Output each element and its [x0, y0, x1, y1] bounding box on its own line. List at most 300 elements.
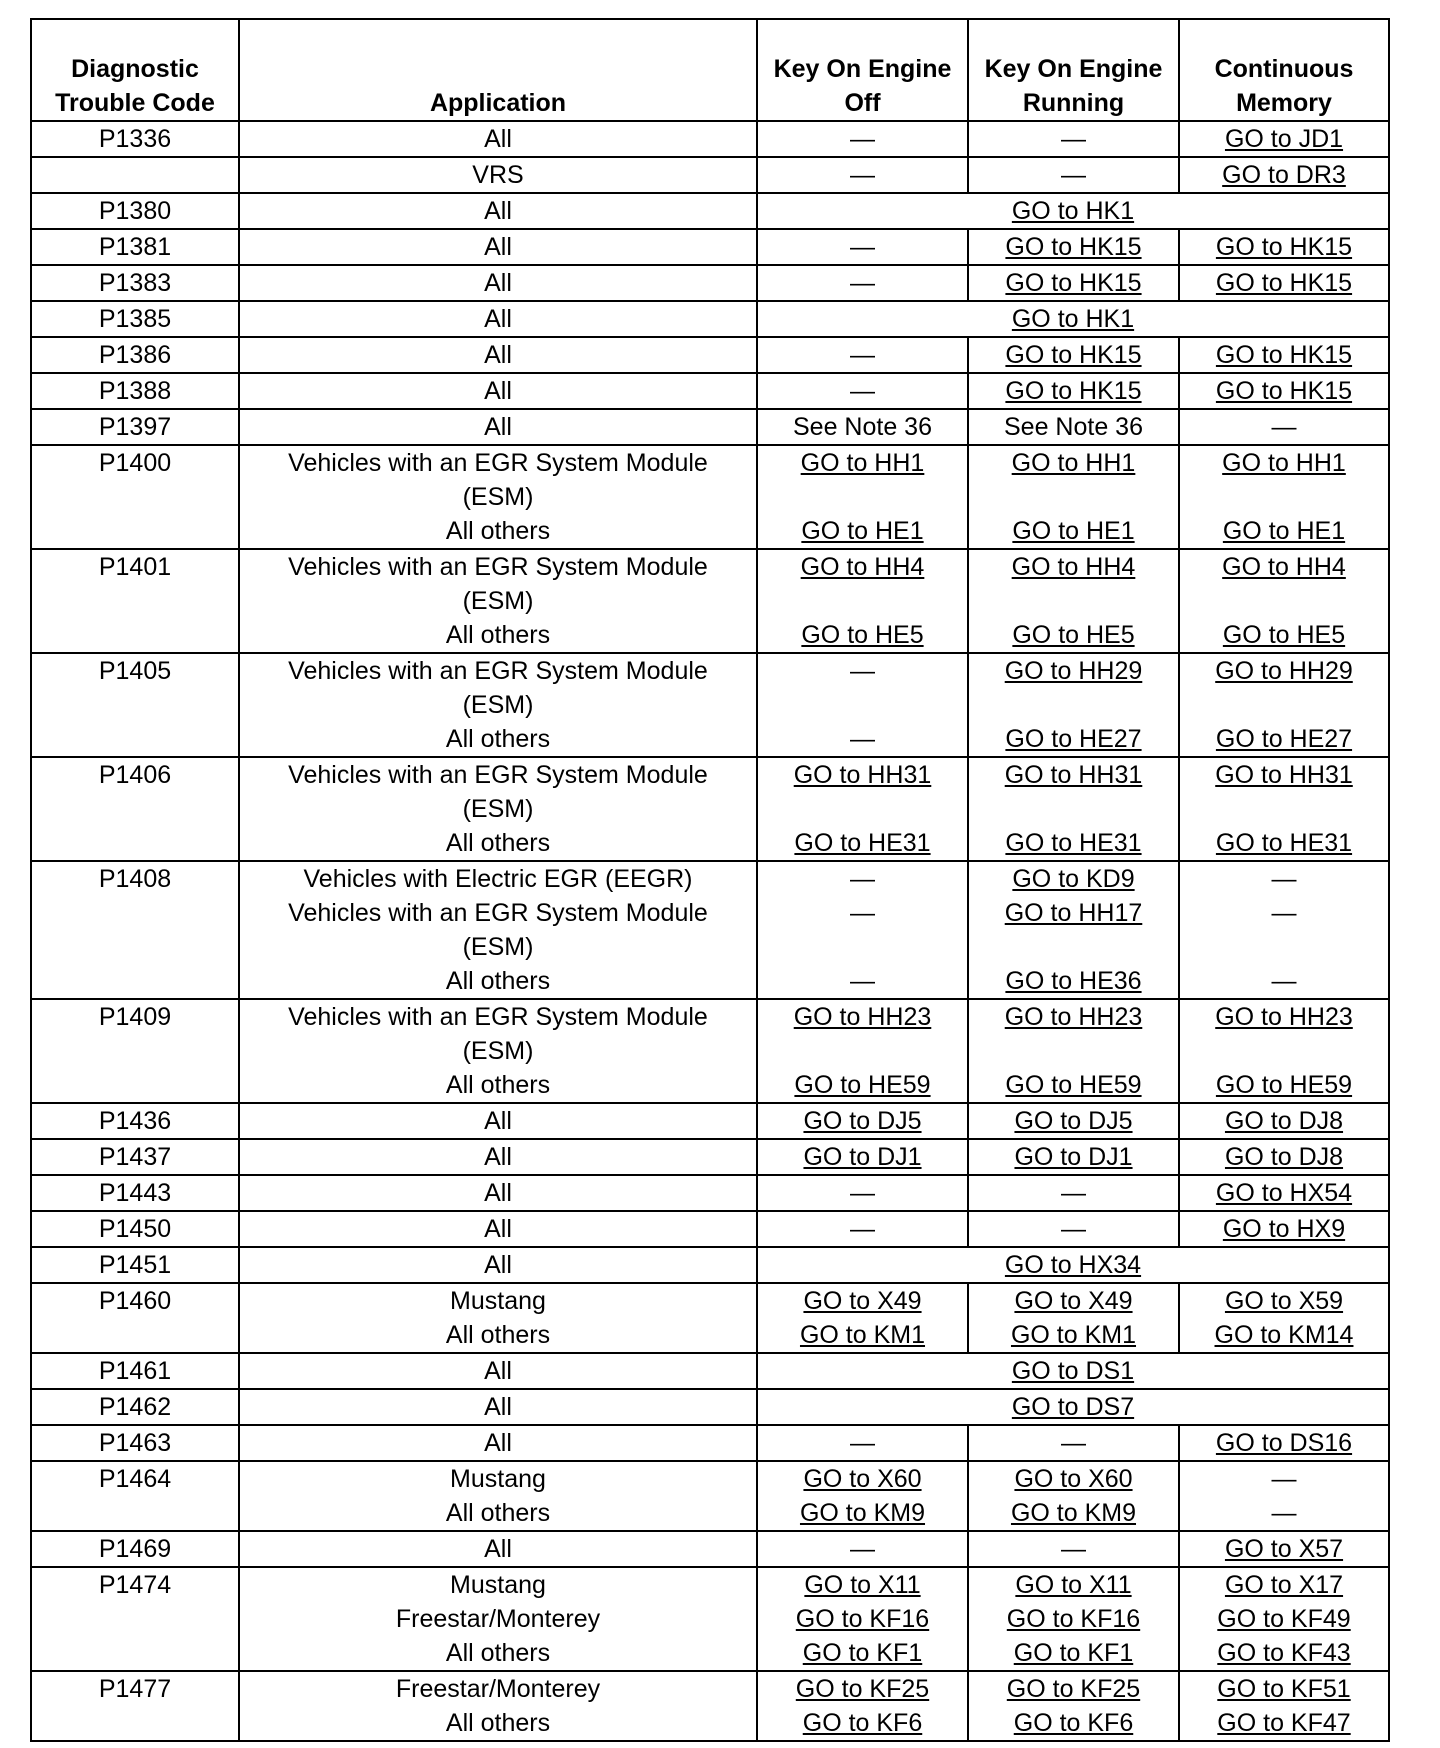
application-text: VRS — [472, 161, 524, 189]
go-to-link[interactable]: GO to X49 — [803, 1287, 922, 1315]
koer-cell — [968, 121, 1179, 157]
koeo-cell — [757, 157, 968, 193]
merged-action-cell — [757, 1353, 1389, 1389]
continuous-memory-cell — [1179, 1671, 1389, 1741]
merged-action-cell — [757, 1389, 1389, 1425]
dtc-code — [31, 1671, 239, 1741]
continuous-memory-cell — [1179, 1461, 1389, 1531]
application-text: Vehicles with Electric EGR (EEGR) — [303, 865, 693, 893]
go-to-link[interactable]: GO to X60 — [803, 1465, 922, 1493]
go-to-link[interactable]: GO to HE31 — [1215, 829, 1353, 857]
merged-action-cell — [757, 1247, 1389, 1283]
table-row — [31, 1425, 1389, 1461]
go-to-link[interactable]: GO to DS1 — [1011, 1357, 1135, 1385]
go-to-link[interactable]: GO to DJ8 — [1224, 1143, 1344, 1171]
application-text: All others — [445, 829, 551, 857]
go-to-link[interactable]: GO to KM14 — [1214, 1321, 1354, 1349]
dtc-code-text: P1462 — [98, 1393, 172, 1421]
application-text: All — [484, 305, 512, 333]
go-to-link[interactable]: GO to HH1 — [1011, 449, 1136, 477]
go-to-link[interactable]: GO to KF43 — [1217, 1639, 1351, 1667]
dtc-code — [31, 445, 239, 549]
go-to-link[interactable]: GO to HE1 — [1222, 517, 1346, 545]
go-to-link[interactable]: GO to HE1 — [1012, 517, 1135, 545]
koer-cell — [968, 373, 1179, 409]
go-to-link[interactable]: GO to KF49 — [1217, 1605, 1351, 1633]
dash-placeholder: — — [850, 233, 875, 261]
table-row — [31, 121, 1389, 157]
application-text: All — [484, 1179, 512, 1207]
dtc-code — [31, 193, 239, 229]
empty-line — [760, 1034, 965, 1068]
application-cell — [239, 337, 757, 373]
dtc-code-text: P1437 — [98, 1143, 172, 1171]
go-to-link[interactable]: GO to HK15 — [1005, 341, 1142, 369]
application-cell — [239, 1283, 757, 1353]
table-row — [31, 157, 1389, 193]
koeo-cell — [757, 445, 968, 549]
koeo-cell — [757, 373, 968, 409]
go-to-link[interactable]: GO to KF25 — [795, 1675, 930, 1703]
go-to-link[interactable]: GO to HK1 — [1011, 305, 1135, 333]
empty-line — [760, 584, 965, 618]
koeo-cell — [757, 1461, 968, 1531]
continuous-memory-cell — [1179, 409, 1389, 445]
go-to-link[interactable]: GO to HE59 — [1215, 1071, 1353, 1099]
table-row — [31, 1671, 1389, 1741]
go-to-link[interactable]: GO to HK15 — [1005, 269, 1142, 297]
go-to-link[interactable]: GO to X11 — [804, 1571, 921, 1599]
go-to-link[interactable]: GO to HK1 — [1011, 197, 1135, 225]
empty-line — [1182, 688, 1386, 722]
go-to-link[interactable]: GO to KF51 — [1217, 1675, 1351, 1703]
dtc-code — [31, 1389, 239, 1425]
dtc-code — [31, 999, 239, 1103]
dtc-code-text: P1388 — [98, 377, 172, 405]
dtc-code-text: P1383 — [98, 269, 172, 297]
go-to-link[interactable]: GO to KF25 — [1006, 1675, 1141, 1703]
go-to-link[interactable]: GO to KF47 — [1217, 1709, 1351, 1737]
continuous-memory-cell — [1179, 121, 1389, 157]
go-to-link[interactable]: GO to KF6 — [802, 1709, 923, 1737]
table-row — [31, 1531, 1389, 1567]
go-to-link[interactable]: GO to X49 — [1014, 1287, 1133, 1315]
dtc-code — [31, 1531, 239, 1567]
application-cell — [239, 757, 757, 861]
dash-placeholder: — — [850, 341, 875, 369]
go-to-link[interactable]: GO to HH23 — [1004, 1003, 1143, 1031]
dash-placeholder: — — [1271, 1465, 1297, 1493]
application-cell — [239, 409, 757, 445]
table-row — [31, 301, 1389, 337]
go-to-link[interactable]: GO to HH31 — [1004, 761, 1143, 789]
dtc-code — [31, 1353, 239, 1389]
application-text: Freestar/Monterey — [395, 1605, 601, 1633]
continuous-memory-cell — [1179, 445, 1389, 549]
application-text: All others — [445, 621, 551, 649]
koer-cell — [968, 653, 1179, 757]
go-to-link[interactable]: GO to HK15 — [1215, 377, 1353, 405]
application-text: All — [484, 1107, 512, 1135]
table-row — [31, 445, 1389, 549]
koeo-cell — [757, 757, 968, 861]
continuous-memory-cell — [1179, 1531, 1389, 1567]
dtc-code — [31, 1247, 239, 1283]
application-cell — [239, 1461, 757, 1531]
dash-placeholder: — — [850, 161, 875, 189]
dash-placeholder: — — [1271, 413, 1297, 441]
continuous-memory-cell — [1179, 229, 1389, 265]
header-continuous-memory: Continuous Memory — [1179, 19, 1389, 121]
koer-cell — [968, 337, 1179, 373]
merged-action-cell — [757, 301, 1389, 337]
go-to-link[interactable]: GO to DJ8 — [1224, 1107, 1344, 1135]
table-row — [31, 337, 1389, 373]
application-cell — [239, 861, 757, 999]
dash-placeholder: — — [1271, 865, 1297, 893]
go-to-link[interactable]: GO to HE31 — [794, 829, 931, 857]
table-row — [31, 373, 1389, 409]
dash-placeholder: — — [1061, 1179, 1086, 1207]
application-text: All others — [445, 1321, 551, 1349]
table-row — [31, 1567, 1389, 1671]
application-text: All — [484, 1535, 512, 1563]
continuous-memory-cell — [1179, 999, 1389, 1103]
dash-placeholder: — — [850, 125, 875, 153]
dash-placeholder: — — [850, 657, 875, 685]
table-row — [31, 1353, 1389, 1389]
koer-cell — [968, 1671, 1179, 1741]
koer-cell — [968, 445, 1179, 549]
continuous-memory-cell — [1179, 373, 1389, 409]
table-row — [31, 1103, 1389, 1139]
table-row — [31, 653, 1389, 757]
go-to-link[interactable]: GO to KF16 — [795, 1605, 930, 1633]
dtc-code — [31, 1175, 239, 1211]
dtc-code — [31, 373, 239, 409]
koeo-cell — [757, 1211, 968, 1247]
go-to-link[interactable]: GO to HE5 — [1012, 621, 1135, 649]
dash-placeholder: — — [850, 377, 875, 405]
koeo-cell — [757, 653, 968, 757]
dtc-code-text: P1436 — [98, 1107, 172, 1135]
application-text: All others — [445, 1709, 551, 1737]
application-cell — [239, 157, 757, 193]
application-cell — [239, 1211, 757, 1247]
application-text: Mustang — [450, 1571, 546, 1599]
go-to-link[interactable]: GO to HH31 — [1215, 761, 1353, 789]
dtc-code-text: P1469 — [98, 1535, 172, 1563]
application-text: (ESM) — [462, 587, 534, 615]
application-cell — [239, 999, 757, 1103]
go-to-link[interactable]: GO to DJ1 — [1014, 1143, 1133, 1171]
application-text: (ESM) — [462, 483, 534, 511]
dtc-code-text: P1400 — [98, 449, 172, 477]
dtc-code-text: P1385 — [98, 305, 172, 333]
dtc-body — [31, 121, 1389, 1741]
dtc-code — [31, 337, 239, 373]
go-to-link[interactable]: GO to KF6 — [1013, 1709, 1134, 1737]
go-to-link[interactable]: GO to HH23 — [793, 1003, 932, 1031]
dtc-code-text: P1405 — [98, 657, 172, 685]
koer-cell — [968, 1283, 1179, 1353]
empty-line — [760, 930, 965, 964]
empty-line — [971, 792, 1176, 826]
dtc-code — [31, 265, 239, 301]
dtc-code — [31, 549, 239, 653]
koeo-cell — [757, 409, 968, 445]
koer-cell — [968, 1139, 1179, 1175]
koeo-cell — [757, 1531, 968, 1567]
empty-line — [760, 792, 965, 826]
empty-line — [971, 584, 1176, 618]
go-to-link[interactable]: GO to JD1 — [1224, 125, 1344, 153]
go-to-link[interactable]: GO to HE5 — [801, 621, 924, 649]
koer-cell — [968, 265, 1179, 301]
go-to-link[interactable]: GO to HH23 — [1215, 1003, 1353, 1031]
dtc-code-text: P1461 — [98, 1357, 172, 1385]
go-to-link[interactable]: GO to KD9 — [1012, 865, 1135, 893]
go-to-link[interactable]: GO to HX54 — [1215, 1179, 1353, 1207]
dtc-code-text: P1477 — [98, 1675, 172, 1703]
go-to-link[interactable]: GO to KF16 — [1006, 1605, 1141, 1633]
koeo-cell — [757, 121, 968, 157]
application-text: All — [484, 1357, 512, 1385]
go-to-link[interactable]: GO to X57 — [1224, 1535, 1344, 1563]
dtc-code-text: P1464 — [98, 1465, 172, 1493]
koeo-cell — [757, 549, 968, 653]
application-text: All others — [445, 1499, 551, 1527]
application-text: All — [484, 269, 512, 297]
dtc-code — [31, 1103, 239, 1139]
go-to-link[interactable]: GO to X17 — [1224, 1571, 1344, 1599]
application-cell — [239, 1139, 757, 1175]
koeo-cell — [757, 1283, 968, 1353]
table-row — [31, 999, 1389, 1103]
application-text: Vehicles with an EGR System Module — [288, 899, 708, 927]
koeo-cell — [757, 265, 968, 301]
dtc-code — [31, 861, 239, 999]
dtc-code — [31, 1567, 239, 1671]
dtc-code — [31, 301, 239, 337]
go-to-link[interactable]: GO to HK15 — [1215, 233, 1353, 261]
go-to-link[interactable]: GO to HE36 — [1005, 967, 1142, 995]
merged-action-cell — [757, 193, 1389, 229]
dtc-code — [31, 1461, 239, 1531]
application-text: Vehicles with an EGR System Module — [288, 761, 708, 789]
go-to-link[interactable]: GO to HX34 — [1004, 1251, 1142, 1279]
application-text: All — [484, 233, 512, 261]
table-row — [31, 861, 1389, 999]
dash-placeholder: — — [850, 1429, 875, 1457]
koeo-cell — [757, 861, 968, 999]
continuous-memory-cell — [1179, 1103, 1389, 1139]
go-to-link[interactable]: GO to HK15 — [1215, 341, 1353, 369]
go-to-link[interactable]: GO to HH1 — [1222, 449, 1346, 477]
dash-placeholder: — — [850, 967, 875, 995]
dtc-code — [31, 409, 239, 445]
go-to-link[interactable]: GO to X60 — [1014, 1465, 1133, 1493]
table-row — [31, 193, 1389, 229]
koer-cell — [968, 1461, 1179, 1531]
dash-placeholder: — — [850, 899, 875, 927]
empty-line — [971, 930, 1176, 964]
go-to-link[interactable]: GO to HH4 — [1222, 553, 1346, 581]
application-cell — [239, 549, 757, 653]
go-to-link[interactable]: GO to HE59 — [1005, 1071, 1142, 1099]
dtc-code — [31, 653, 239, 757]
koer-cell — [968, 229, 1179, 265]
empty-line — [760, 480, 965, 514]
koer-cell — [968, 1531, 1179, 1567]
go-to-link[interactable]: GO to HH31 — [793, 761, 932, 789]
application-text: Vehicles with an EGR System Module — [288, 449, 708, 477]
koeo-cell — [757, 1139, 968, 1175]
go-to-link[interactable]: GO to HH4 — [1011, 553, 1136, 581]
table-row — [31, 1139, 1389, 1175]
note-text: See Note 36 — [1004, 413, 1143, 441]
koeo-cell — [757, 229, 968, 265]
go-to-link[interactable]: GO to KF1 — [802, 1639, 923, 1667]
application-cell — [239, 193, 757, 229]
dtc-code-text: P1386 — [98, 341, 172, 369]
dtc-code — [31, 1425, 239, 1461]
go-to-link[interactable]: GO to DS16 — [1215, 1429, 1353, 1457]
dash-placeholder: — — [1061, 125, 1086, 153]
go-to-link[interactable]: GO to KF1 — [1013, 1639, 1134, 1667]
application-text: All — [484, 377, 512, 405]
dtc-code — [31, 757, 239, 861]
application-text: All — [484, 413, 512, 441]
go-to-link[interactable]: GO to HE27 — [1005, 725, 1142, 753]
application-cell — [239, 1671, 757, 1741]
application-text: (ESM) — [462, 933, 534, 961]
dash-placeholder: — — [850, 1179, 875, 1207]
continuous-memory-cell — [1179, 1139, 1389, 1175]
koer-cell — [968, 549, 1179, 653]
dtc-code-text: P1463 — [98, 1429, 172, 1457]
application-cell — [239, 265, 757, 301]
dash-placeholder: — — [1061, 1215, 1086, 1243]
application-text: Freestar/Monterey — [395, 1675, 601, 1703]
table-row — [31, 1211, 1389, 1247]
application-cell — [239, 1425, 757, 1461]
application-cell — [239, 373, 757, 409]
go-to-link[interactable]: GO to DS7 — [1011, 1393, 1135, 1421]
go-to-link[interactable]: GO to HX9 — [1222, 1215, 1346, 1243]
dtc-code — [31, 1139, 239, 1175]
header-koer: Key On Engine Running — [968, 19, 1179, 121]
application-text: Mustang — [450, 1465, 546, 1493]
table-row — [31, 757, 1389, 861]
go-to-link[interactable]: GO to DJ5 — [803, 1107, 922, 1135]
go-to-link[interactable]: GO to KM9 — [1010, 1499, 1137, 1527]
go-to-link[interactable]: GO to KM1 — [799, 1321, 926, 1349]
application-text: (ESM) — [462, 795, 534, 823]
application-text: All — [484, 1251, 512, 1279]
continuous-memory-cell — [1179, 1283, 1389, 1353]
continuous-memory-cell — [1179, 861, 1389, 999]
koeo-cell — [757, 1567, 968, 1671]
application-text: All — [484, 341, 512, 369]
application-cell — [239, 653, 757, 757]
koer-cell — [968, 1103, 1179, 1139]
go-to-link[interactable]: GO to DJ1 — [803, 1143, 922, 1171]
continuous-memory-cell — [1179, 265, 1389, 301]
application-text: All — [484, 1215, 512, 1243]
dtc-code — [31, 121, 239, 157]
continuous-memory-cell — [1179, 1425, 1389, 1461]
koer-cell — [968, 861, 1179, 999]
koeo-cell — [757, 337, 968, 373]
application-text: All others — [445, 725, 551, 753]
go-to-link[interactable]: GO to HE1 — [801, 517, 924, 545]
application-text: All others — [445, 517, 551, 545]
koeo-cell — [757, 1671, 968, 1741]
empty-line — [1182, 584, 1386, 618]
go-to-link[interactable]: GO to HH4 — [800, 553, 925, 581]
application-text: All — [484, 125, 512, 153]
dtc-code-text: P1409 — [98, 1003, 172, 1031]
dtc-code — [31, 1283, 239, 1353]
koeo-cell — [757, 999, 968, 1103]
application-text: All — [484, 1429, 512, 1457]
go-to-link[interactable]: GO to X11 — [1015, 1571, 1132, 1599]
go-to-link[interactable]: GO to HH17 — [1004, 899, 1143, 927]
dtc-code-text: P1336 — [98, 125, 172, 153]
dtc-code-text: P1381 — [98, 233, 172, 261]
application-cell — [239, 1531, 757, 1567]
koer-cell — [968, 999, 1179, 1103]
empty-line — [760, 688, 965, 722]
continuous-memory-cell — [1179, 157, 1389, 193]
header-row — [31, 19, 1389, 121]
go-to-link[interactable]: GO to HH1 — [800, 449, 925, 477]
go-to-link[interactable]: GO to KM9 — [799, 1499, 926, 1527]
dtc-code-text — [34, 158, 236, 192]
empty-line — [971, 480, 1176, 514]
application-cell — [239, 121, 757, 157]
application-text: All others — [445, 967, 551, 995]
dash-placeholder: — — [1271, 899, 1297, 927]
koer-cell — [968, 409, 1179, 445]
go-to-link[interactable]: GO to HK15 — [1005, 377, 1142, 405]
go-to-link[interactable]: GO to HH29 — [1004, 657, 1143, 685]
dtc-code-text: P1380 — [98, 197, 172, 225]
application-text: All others — [445, 1071, 551, 1099]
go-to-link[interactable]: GO to X59 — [1224, 1287, 1344, 1315]
empty-line — [971, 1034, 1176, 1068]
koer-cell — [968, 1211, 1179, 1247]
table-row — [31, 409, 1389, 445]
continuous-memory-cell — [1179, 1211, 1389, 1247]
empty-line — [1182, 792, 1386, 826]
go-to-link[interactable]: GO to HE31 — [1005, 829, 1142, 857]
koer-cell — [968, 1425, 1179, 1461]
table-row — [31, 1283, 1389, 1353]
dtc-code-text: P1474 — [98, 1571, 172, 1599]
go-to-link[interactable]: GO to HK15 — [1215, 269, 1353, 297]
go-to-link[interactable]: GO to KM1 — [1010, 1321, 1137, 1349]
go-to-link[interactable]: GO to HE59 — [794, 1071, 931, 1099]
go-to-link[interactable]: GO to DR3 — [1222, 161, 1346, 189]
go-to-link[interactable]: GO to HK15 — [1005, 233, 1142, 261]
go-to-link[interactable]: GO to DJ5 — [1014, 1107, 1133, 1135]
go-to-link[interactable]: GO to HE5 — [1222, 621, 1346, 649]
dash-placeholder: — — [1061, 1535, 1086, 1563]
go-to-link[interactable]: GO to HE27 — [1215, 725, 1353, 753]
go-to-link[interactable]: GO to HH29 — [1215, 657, 1353, 685]
